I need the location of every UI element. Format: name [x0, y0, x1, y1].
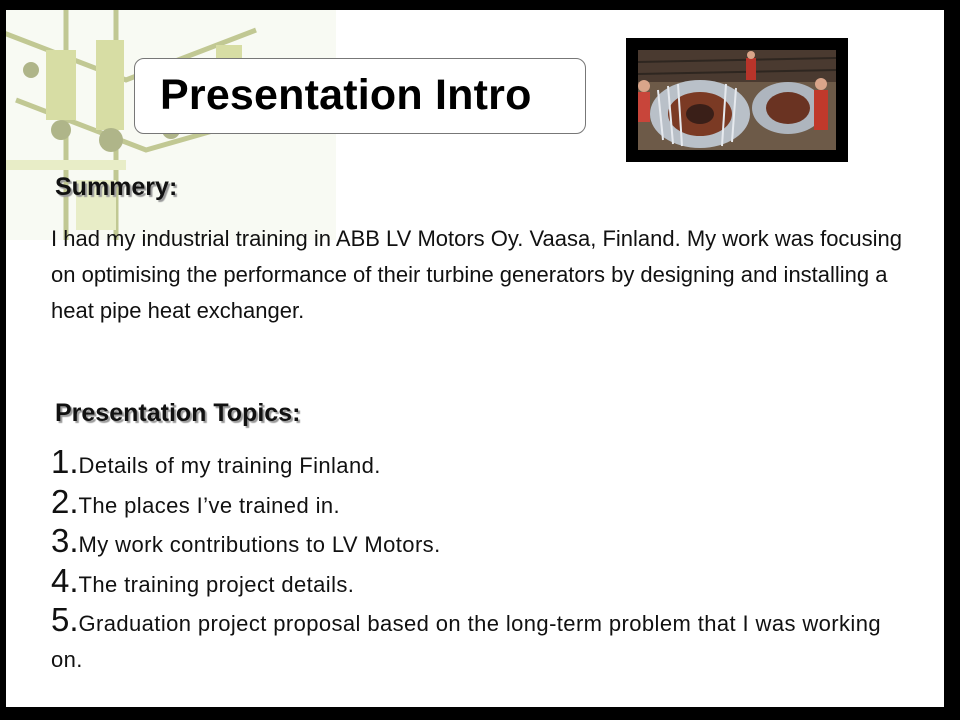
- slide: [6, 10, 944, 707]
- title-box: [134, 58, 586, 134]
- list-item: [51, 484, 911, 524]
- topics-list: [51, 444, 911, 677]
- list-text: The places I’ve trained in.: [78, 492, 341, 518]
- list-number: 5.: [51, 601, 79, 638]
- summary-text: I had my industrial training in ABB LV Motors Oy. Vaasa, Finland. My work was focusing on optimising the performance of their turbine generators by designing and installing a heat pipe heat exchanger.: [51, 226, 903, 323]
- list-item: [51, 602, 911, 677]
- slide-title: Presentation Intro: [160, 71, 532, 119]
- list-item: [51, 563, 911, 603]
- topics-heading: Presentation Topics:: [55, 399, 301, 427]
- list-number: 1.: [51, 443, 79, 480]
- list-number: 4.: [51, 561, 79, 599]
- factory-motors-photo: [638, 50, 836, 150]
- list-number: 3.: [51, 522, 79, 559]
- list-text: My work contributions to LV Motors.: [78, 532, 441, 557]
- photo-frame: [626, 38, 848, 162]
- list-number: 2.: [51, 482, 79, 520]
- list-item: [51, 444, 911, 484]
- list-text: Graduation project proposal based on the long-term problem that I was working on.: [51, 611, 881, 672]
- list-item: [51, 523, 911, 563]
- list-text: Details of my training Finland.: [78, 453, 381, 478]
- summary-heading: Summery:: [55, 173, 178, 201]
- list-text: The training project details.: [78, 571, 355, 597]
